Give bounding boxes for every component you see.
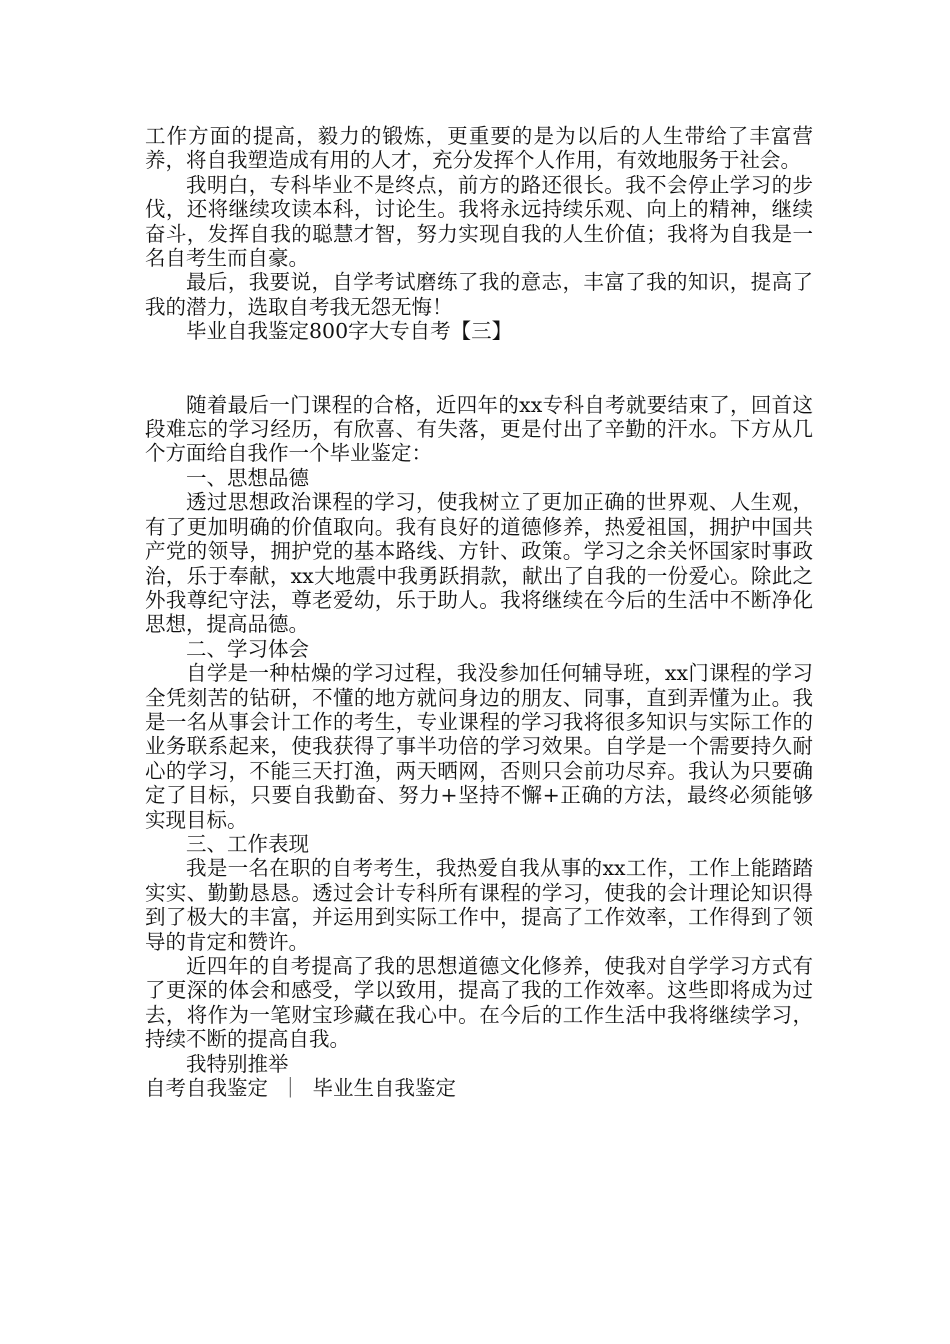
heading-study: 二、学习体会 xyxy=(186,636,309,661)
paragraph-work-improvement: 工作方面的提高，毅力的锻炼，更重要的是为以后的人生带给了丰富营养，将自我塑造成有用的人才，充分发挥个人作用，有效地服务于社会。 xyxy=(145,124,813,173)
section-title: 毕业自我鉴定800字大专自考【三】 xyxy=(186,319,513,344)
paragraph-conclusion: 最后，我要说，自学考试磨练了我的意志，丰富了我的知识，提高了我的潜力，选取自考我无怨无悔！ xyxy=(145,270,813,319)
heading-ideology: 一、思想品德 xyxy=(186,465,309,490)
blank-line xyxy=(145,344,813,393)
recommend-links xyxy=(145,1076,813,1100)
link-self-exam-appraisal[interactable]: 自考自我鉴定 xyxy=(145,1076,268,1101)
paragraph-future-plans: 我明白，专科毕业不是终点，前方的路还很长。我不会停止学习的步伐，还将继续攻读本科，讨论生。我将永远持续乐观、向上的精神，继续奋斗，发挥自我的聪慧才智，努力实现自我的人生价值；我将为自我是一名自考生而自豪。 xyxy=(145,172,813,271)
recommend-label: 我特别推举 xyxy=(186,1051,289,1076)
link-graduate-appraisal[interactable]: 毕业生自我鉴定 xyxy=(312,1076,456,1101)
link-separator: ｜ xyxy=(280,1076,301,1101)
paragraph-ideology: 透过思想政治课程的学习，使我树立了更加正确的世界观、人生观，有了更加明确的价值取向。我有良好的道德修养，热爱祖国，拥护中国共产党的领导，拥护党的基本路线、方针、政策。学习之余关怀国家时事政治，乐于奉献，xx大地震中我勇跃捐款，献出了自我的一份爱心。除此之外我尊纪守法，尊老爱幼，乐于助人。我将继续在今后的生活中不断净化思想，提高品德。 xyxy=(145,490,813,637)
paragraph-work: 我是一名在职的自考考生，我热爱自我从事的xx工作，工作上能踏踏实实、勤勤恳恳。透过会计专科所有课程的学习，使我的会计理论知识得到了极大的丰富，并运用到实际工作中，提高了工作效率，工作得到了领导的肯定和赞许。 xyxy=(145,856,813,954)
paragraph-study: 自学是一种枯燥的学习过程，我没参加任何辅导班，xx门课程的学习全凭刻苦的钻研，不懂的地方就问身边的朋友、同事，直到弄懂为止。我是一名从事会计工作的考生，专业课程的学习我将很多知识与实际工作的业务联系起来，使我获得了事半功倍的学习效果。自学是一个需要持久耐心的学习，不能三天打渔，两天晒网，否则只会前功尽弃。我认为只要确定了目标，只要自我勤奋、努力+坚持不懈+正确的方法，最终必须能够实现目标。 xyxy=(145,661,813,832)
paragraph-closing: 近四年的自考提高了我的思想道德文化修养，使我对自学学习方式有了更深的体会和感受，学以致用，提高了我的工作效率。这些即将成为过去，将作为一笔财宝珍藏在我心中。在今后的工作生活中我将继续学习，持续不断的提高自我。 xyxy=(145,954,813,1052)
document-body xyxy=(145,124,813,1100)
paragraph-intro: 随着最后一门课程的合格，近四年的xx专科自考就要结束了，回首这段难忘的学习经历，有欣喜、有失落，更是付出了辛勤的汗水。下方从几个方面给自我作一个毕业鉴定： xyxy=(145,392,813,466)
heading-work: 三、工作表现 xyxy=(186,831,309,856)
